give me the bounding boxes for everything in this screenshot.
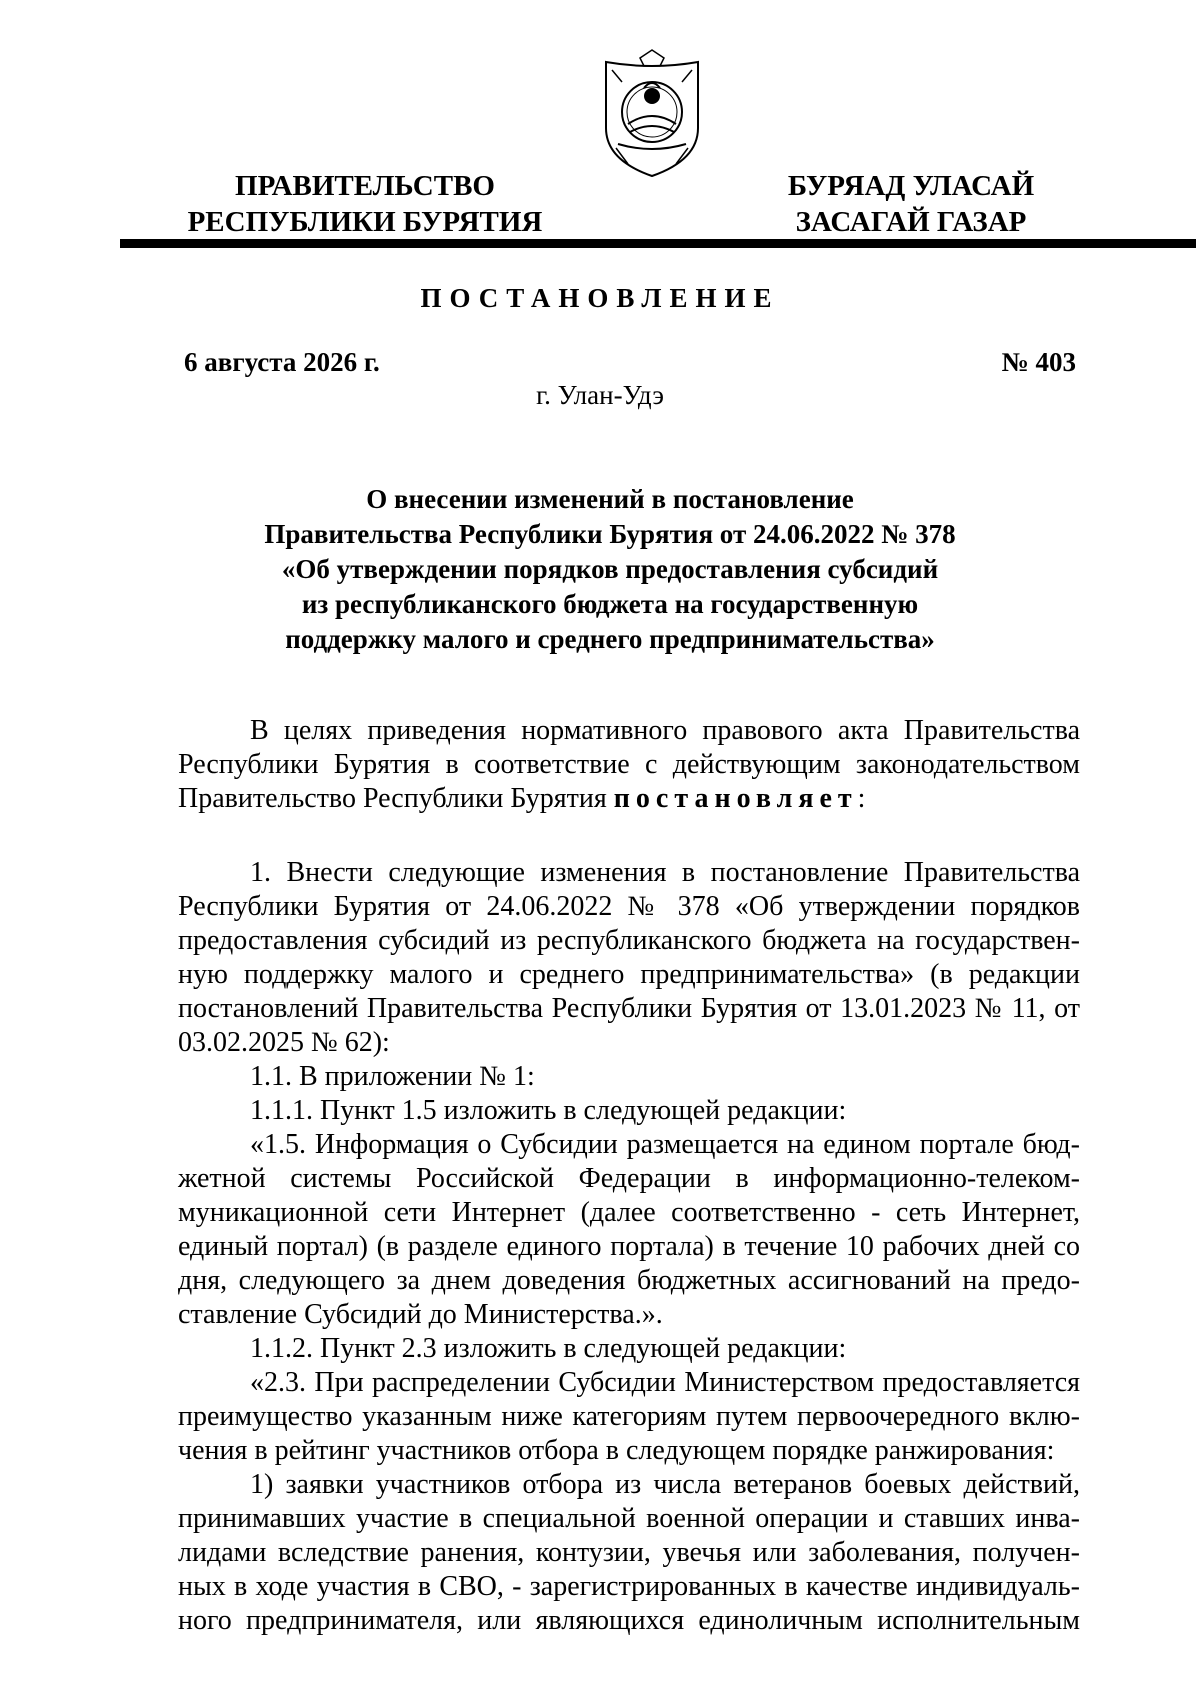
org-name-buryat xyxy=(768,168,1054,240)
resolves-emphasis: постановляет xyxy=(613,783,858,814)
document-number: № 403 xyxy=(1001,347,1076,377)
document-body xyxy=(178,714,1080,1638)
body-line: 1) заявки участников отбора из числа ветеранов боевых действий, xyxy=(250,1469,1080,1500)
body-line: постановлений Правительства Республики Бурятия от 13.01.2023 № 11, от xyxy=(178,993,1080,1024)
org-name-russian xyxy=(170,168,560,240)
title-line: Правительства Республики Бурятия от 24.06.2022 № 378 xyxy=(264,519,956,549)
body-line: ных в ходе участия в СВО, - зарегистрированных в качестве индивидуаль- xyxy=(178,1571,1080,1602)
preamble-paragraph xyxy=(178,714,1080,816)
document-type: ПОСТАНОВЛЕНИЕ xyxy=(420,283,780,313)
body-line: преимущество указанным ниже категориям путем первоочередного вклю- xyxy=(178,1401,1080,1432)
body-line: лидами вследствие ранения, контузии, увечья или заболевания, получен- xyxy=(178,1537,1080,1568)
preamble-text: Правительство Республики Бурятия xyxy=(178,783,614,814)
preamble-colon: : xyxy=(857,783,866,814)
body-line: 1. Внести следующие изменения в постановление Правительства xyxy=(250,857,1080,888)
clause-1 xyxy=(178,856,1080,1060)
body-line: чения в рейтинг участников отбора в следующем порядке ранжирования: xyxy=(178,1435,1055,1466)
body-line: Республики Бурятия в соответствие с действующим законодательством xyxy=(178,749,1080,780)
body-line: В целях приведения нормативного правового акта Правительства xyxy=(250,715,1080,746)
document-city: г. Улан-Удэ xyxy=(536,380,664,410)
body-line: ную поддержку малого и среднего предпринимательства» (в редакции xyxy=(178,959,1080,990)
body-line: Республики Бурятия от 24.06.2022 № 378 «Об утверждении порядков xyxy=(178,891,1080,922)
org-name-line: БУРЯАД УЛАСАЙ xyxy=(787,170,1035,202)
title-line: «Об утверждении порядков предоставления субсидий xyxy=(281,554,939,584)
list-item-1 xyxy=(178,1468,1080,1638)
body-line: принимавших участие в специальной военной операции и ставших инва- xyxy=(178,1503,1080,1534)
body-line: предоставления субсидий из республиканского бюджета на государствен- xyxy=(178,925,1080,956)
org-name-line: ЗАСАГАЙ ГАЗАР xyxy=(795,206,1027,238)
coat-of-arms-emblem xyxy=(598,48,706,180)
document-date: 6 августа 2026 г. xyxy=(184,347,380,377)
header-divider xyxy=(120,239,1196,248)
clause-1-1-1: 1.1.1. Пункт 1.5 изложить в следующей редакции: xyxy=(250,1095,847,1126)
body-line: ставление Субсидий до Министерства.». xyxy=(178,1299,663,1330)
clause-2-3-text xyxy=(178,1366,1080,1468)
document-title xyxy=(140,482,1080,657)
org-name-line: ПРАВИТЕЛЬСТВО xyxy=(235,170,495,202)
org-name-line: РЕСПУБЛИКИ БУРЯТИЯ xyxy=(187,206,543,238)
body-line: 03.02.2025 № 62): xyxy=(178,1027,390,1058)
clause-1-1: 1.1. В приложении № 1: xyxy=(250,1061,535,1092)
clause-1-5-text xyxy=(178,1128,1080,1332)
title-line: О внесении изменений в постановление xyxy=(366,484,854,514)
body-line: жетной системы Российской Федерации в информационно-телеком- xyxy=(178,1163,1080,1194)
body-line: единый портал) (в разделе единого портала) в течение 10 рабочих дней со xyxy=(178,1231,1080,1262)
title-line: поддержку малого и среднего предпринимательства» xyxy=(285,624,935,654)
clause-1-1-2: 1.1.2. Пункт 2.3 изложить в следующей редакции: xyxy=(250,1333,847,1364)
body-line xyxy=(178,782,1080,816)
body-line: муникационной сети Интернет (далее соответственно - сеть Интернет, xyxy=(178,1197,1080,1228)
title-line: из республиканского бюджета на государственную xyxy=(301,589,919,619)
body-line: дня, следующего за днем доведения бюджетных ассигнований на предо- xyxy=(178,1265,1080,1296)
body-line: «1.5. Информация о Субсидии размещается на едином портале бюд- xyxy=(250,1129,1080,1160)
body-line: ного предпринимателя, или являющихся единоличным исполнительным xyxy=(178,1605,1080,1636)
body-line: «2.3. При распределении Субсидии Министерством предоставляется xyxy=(250,1367,1080,1398)
